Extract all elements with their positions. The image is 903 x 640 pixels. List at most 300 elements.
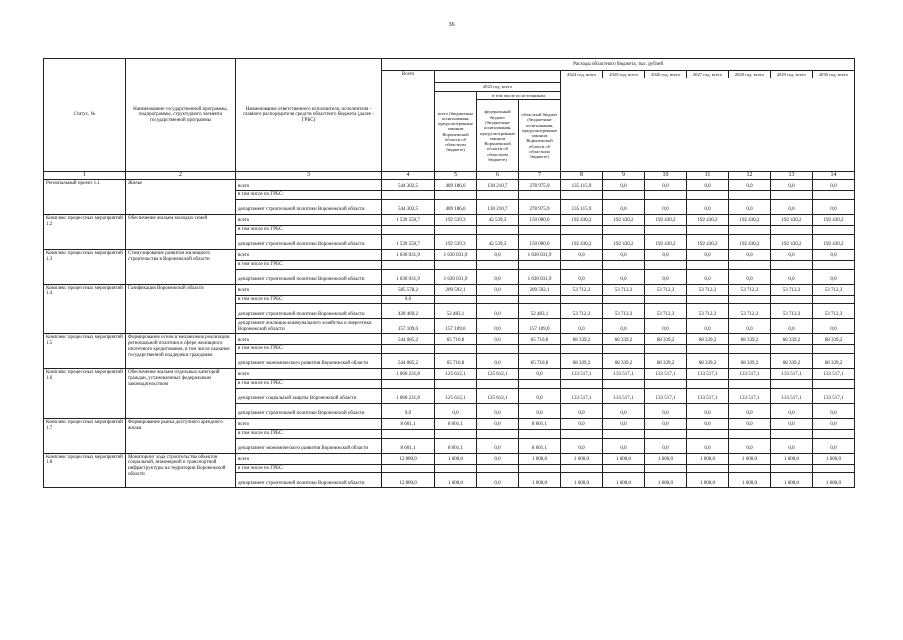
value-cell: 0,0 [729, 249, 771, 260]
column-number: 5 [435, 172, 477, 180]
value-cell: 192 430,2 [645, 215, 687, 226]
value-cell: 65 710,8 [435, 354, 477, 369]
value-cell: 65 710,8 [519, 354, 561, 369]
column-number: 12 [729, 172, 771, 180]
value-cell: 1 600,0 [561, 473, 603, 488]
value-cell: 192 430,2 [771, 234, 813, 249]
value-cell: 0,0 [813, 403, 855, 418]
value-cell: 209 592,1 [519, 284, 561, 295]
value-cell: 192 430,2 [729, 234, 771, 249]
value-cell: 53 712,3 [729, 304, 771, 319]
value-cell: 68 339,2 [687, 354, 729, 369]
column-numbers-row [44, 172, 855, 180]
value-cell: 68 339,2 [813, 334, 855, 345]
value-cell: 0,0 [687, 200, 729, 215]
row-executor-label: всего [236, 215, 382, 226]
value-cell: 0,0 [645, 438, 687, 453]
value-cell [477, 191, 519, 200]
header-2023-total: 2023 год, всего [435, 83, 561, 92]
value-cell [477, 464, 519, 473]
value-cell: 1 060 231,8 [382, 388, 435, 403]
header-executor: Наименование ответственного исполнителя, исполнителя - главного распорядителя средств областного бюджета (далее - ГРБС) [236, 59, 382, 172]
value-cell [687, 260, 729, 269]
row-executor-label: в том числе по ГРБС: [236, 260, 382, 269]
value-cell [382, 345, 435, 354]
value-cell: 157 109,0 [435, 319, 477, 334]
value-cell: 0,0 [813, 200, 855, 215]
value-cell: 1 600,0 [687, 473, 729, 488]
value-cell: 133 517,1 [561, 388, 603, 403]
value-cell [603, 226, 645, 235]
value-cell: 133 517,1 [729, 369, 771, 380]
value-cell [645, 191, 687, 200]
value-cell: 0,0 [477, 334, 519, 345]
value-cell [729, 429, 771, 438]
value-cell: 52 483,1 [435, 304, 477, 319]
value-cell [603, 429, 645, 438]
value-cell: 278 975,9 [519, 180, 561, 191]
table-row [44, 334, 855, 345]
value-cell: 0,0 [519, 403, 561, 418]
value-cell: 52 483,1 [519, 304, 561, 319]
value-cell: 0,0 [813, 418, 855, 429]
value-cell: 157 109,0 [382, 319, 435, 334]
value-cell [771, 226, 813, 235]
value-cell [603, 191, 645, 200]
value-cell [687, 429, 729, 438]
value-cell [477, 429, 519, 438]
value-cell: 192 539,3 [435, 234, 477, 249]
row-status: Комплекс процессных мероприятий 1.3 [44, 249, 126, 284]
budget-table [43, 58, 855, 488]
table-row [44, 418, 855, 429]
row-status: Комплекс процессных мероприятий 1.4 [44, 284, 126, 334]
value-cell [729, 380, 771, 389]
value-cell: 0,0 [603, 200, 645, 215]
value-cell [729, 464, 771, 473]
value-cell: 133 517,1 [603, 369, 645, 380]
column-number: 2 [126, 172, 236, 180]
value-cell [382, 464, 435, 473]
header-year-2024: 2024 год, всего [561, 71, 603, 78]
table-row [44, 453, 855, 464]
value-cell: 0,0 [561, 269, 603, 284]
value-cell: 0,0 [519, 369, 561, 380]
value-cell [435, 380, 477, 389]
value-cell: 0,0 [729, 403, 771, 418]
value-cell [645, 295, 687, 304]
value-cell: 1 600,0 [771, 453, 813, 464]
value-cell [729, 260, 771, 269]
value-cell: 133 517,1 [813, 388, 855, 403]
value-cell: 133 517,1 [771, 388, 813, 403]
value-cell [477, 345, 519, 354]
value-cell: 0,0 [477, 304, 519, 319]
value-cell: 0,0 [687, 249, 729, 260]
value-cell [477, 260, 519, 269]
value-cell: 0,0 [687, 438, 729, 453]
row-program-name: Формирование рынка доступного арендного жилья [126, 418, 236, 453]
page-number: 36 [448, 22, 455, 28]
value-cell: 1 539 550,7 [382, 234, 435, 249]
value-cell: 150 000,0 [519, 234, 561, 249]
value-cell: 42 539,3 [477, 234, 519, 249]
value-cell [603, 260, 645, 269]
value-cell: 0,0 [687, 319, 729, 334]
value-cell: 409 186,6 [435, 180, 477, 191]
value-cell: 1 600,0 [603, 473, 645, 488]
value-cell [561, 191, 603, 200]
value-cell: 0,0 [813, 249, 855, 260]
value-cell [561, 380, 603, 389]
value-cell: 0,0 [477, 453, 519, 464]
value-cell: 0,0 [771, 249, 813, 260]
header-status: Статус, № [44, 59, 126, 172]
row-executor-label: всего [236, 418, 382, 429]
value-cell [435, 345, 477, 354]
value-cell: 1 600,0 [645, 453, 687, 464]
value-cell [561, 345, 603, 354]
value-cell: 133 517,1 [771, 369, 813, 380]
value-cell [687, 226, 729, 235]
value-cell [603, 380, 645, 389]
value-cell: 192 430,2 [561, 234, 603, 249]
row-executor-label: в том числе по ГРБС: [236, 345, 382, 354]
value-cell [645, 226, 687, 235]
row-status: Региональный проект 1.1 [44, 180, 126, 215]
value-cell [645, 464, 687, 473]
value-cell [771, 191, 813, 200]
value-cell [771, 295, 813, 304]
value-cell: 1 539 550,7 [382, 215, 435, 226]
value-cell: 53 712,3 [771, 304, 813, 319]
value-cell [561, 429, 603, 438]
value-cell [729, 226, 771, 235]
table-row [44, 284, 855, 295]
row-executor-label: департамент экономического развития Воронежской области [236, 354, 382, 369]
value-cell: 0,0 [477, 438, 519, 453]
value-cell [519, 345, 561, 354]
value-cell: 0,0 [771, 319, 813, 334]
value-cell [645, 345, 687, 354]
value-cell: 0,0 [729, 180, 771, 191]
value-cell [477, 226, 519, 235]
value-cell: 125 612,1 [477, 369, 519, 380]
column-number: 13 [771, 172, 813, 180]
value-cell: 130 210,7 [477, 200, 519, 215]
value-cell: 0,0 [477, 269, 519, 284]
value-cell: 0,0 [729, 200, 771, 215]
value-cell [771, 464, 813, 473]
value-cell: 0,0 [813, 269, 855, 284]
column-number: 14 [813, 172, 855, 180]
value-cell: 585 578,2 [382, 284, 435, 295]
value-cell: 68 339,2 [813, 354, 855, 369]
value-cell [603, 345, 645, 354]
value-cell: 68 339,2 [645, 334, 687, 345]
value-cell: 0,0 [729, 418, 771, 429]
value-cell: 0,0 [603, 249, 645, 260]
value-cell [435, 260, 477, 269]
value-cell: 68 339,2 [603, 334, 645, 345]
value-cell [519, 464, 561, 473]
row-executor-label: в том числе по ГРБС: [236, 226, 382, 235]
value-cell: 125 612,1 [435, 388, 477, 403]
header-incl-sources: в том числе по источникам [477, 92, 561, 100]
value-cell: 0,0 [561, 418, 603, 429]
value-cell: 8 601,1 [435, 418, 477, 429]
row-program-name: Жилье [126, 180, 236, 215]
row-executor-label: департамент социальной защиты Воронежской области [236, 388, 382, 403]
value-cell: 0,0 [687, 418, 729, 429]
header-year-2027: 2027 год, всего [687, 71, 729, 78]
value-cell [382, 226, 435, 235]
value-cell: 135 115,9 [561, 180, 603, 191]
row-program-name: Стимулирование развития жилищного строительства в Воронежской области [126, 249, 236, 284]
value-cell: 1 630 031,9 [382, 249, 435, 260]
value-cell: 0,0 [729, 438, 771, 453]
value-cell [382, 260, 435, 269]
value-cell: 130 210,7 [477, 180, 519, 191]
row-executor-label: департамент строительной политики Воронежской области [236, 269, 382, 284]
row-executor-label: в том числе по ГРБС: [236, 380, 382, 389]
value-cell: 68 339,2 [729, 354, 771, 369]
column-number: 8 [561, 172, 603, 180]
value-cell: 53 712,3 [603, 304, 645, 319]
row-executor-label: всего [236, 334, 382, 345]
row-executor-label: департамент экономического развития Воронежской области [236, 438, 382, 453]
value-cell: 53 712,3 [729, 284, 771, 295]
value-cell: 150 000,0 [519, 215, 561, 226]
value-cell: 0,0 [435, 403, 477, 418]
value-cell: 0,0 [603, 403, 645, 418]
value-cell [561, 464, 603, 473]
value-cell: 409 186,6 [435, 200, 477, 215]
value-cell: 1 600,0 [771, 473, 813, 488]
value-cell: 192 430,2 [729, 215, 771, 226]
value-cell [771, 260, 813, 269]
value-cell: 0,0 [645, 403, 687, 418]
value-cell [603, 464, 645, 473]
row-executor-label: в том числе по ГРБС: [236, 464, 382, 473]
value-cell: 68 339,2 [771, 354, 813, 369]
value-cell: 125 612,1 [435, 369, 477, 380]
value-cell: 0,0 [645, 269, 687, 284]
value-cell: 157 109,0 [519, 319, 561, 334]
column-number: 7 [519, 172, 561, 180]
value-cell: 0,0 [561, 403, 603, 418]
value-cell: 0,0 [477, 418, 519, 429]
value-cell [687, 295, 729, 304]
value-cell: 278 975,9 [519, 200, 561, 215]
value-cell: 1 600,0 [813, 453, 855, 464]
value-cell [813, 260, 855, 269]
row-executor-label: в том числе по ГРБС: [236, 429, 382, 438]
value-cell: 0,0 [603, 418, 645, 429]
value-cell: 68 339,2 [561, 354, 603, 369]
value-cell: 0,0 [645, 249, 687, 260]
value-cell: 135 115,9 [561, 200, 603, 215]
value-cell [729, 191, 771, 200]
row-status: Комплекс процессных мероприятий 1.5 [44, 334, 126, 369]
value-cell: 65 710,8 [435, 334, 477, 345]
header-expenses: Расходы областного бюджета, тыс. рублей [382, 59, 855, 71]
value-cell: 53 712,3 [687, 284, 729, 295]
value-cell: 0,0 [477, 249, 519, 260]
value-cell [435, 226, 477, 235]
value-cell [382, 191, 435, 200]
value-cell [813, 295, 855, 304]
value-cell: 0,0 [813, 319, 855, 334]
value-cell: 192 430,2 [771, 215, 813, 226]
value-cell [813, 345, 855, 354]
value-cell: 1 600,0 [519, 473, 561, 488]
value-cell: 0,0 [645, 200, 687, 215]
value-cell [561, 260, 603, 269]
value-cell: 53 712,3 [603, 284, 645, 295]
value-cell: 192 430,2 [561, 215, 603, 226]
value-cell: 53 712,3 [645, 304, 687, 319]
value-cell: 1 060 231,8 [382, 369, 435, 380]
value-cell: 0,0 [687, 180, 729, 191]
value-cell: 0,0 [382, 403, 435, 418]
value-cell: 68 339,2 [603, 354, 645, 369]
value-cell: 0,0 [603, 180, 645, 191]
row-program-name: Газификация Воронежской области [126, 284, 236, 334]
header-year-2026: 2026 год, всего [645, 71, 687, 78]
value-cell [645, 429, 687, 438]
column-number: 6 [477, 172, 519, 180]
row-status: Комплекс процессных мероприятий 1.7 [44, 418, 126, 453]
value-cell [687, 345, 729, 354]
value-cell: 8 601,1 [435, 438, 477, 453]
value-cell: 0,0 [771, 438, 813, 453]
value-cell: 0,0 [771, 180, 813, 191]
value-cell: 209 592,1 [435, 284, 477, 295]
value-cell: 544 085,2 [382, 354, 435, 369]
value-cell [477, 380, 519, 389]
value-cell: 0,0 [687, 403, 729, 418]
value-cell: 1 600,0 [435, 453, 477, 464]
value-cell: 0,0 [645, 180, 687, 191]
row-status: Комплекс процессных мероприятий 1.8 [44, 453, 126, 488]
value-cell [519, 226, 561, 235]
value-cell: 0,0 [813, 180, 855, 191]
value-cell: 42 539,3 [477, 215, 519, 226]
value-cell: 53 712,3 [561, 304, 603, 319]
value-cell [771, 429, 813, 438]
value-cell: 192 430,2 [813, 234, 855, 249]
value-cell: 68 339,2 [729, 334, 771, 345]
value-cell: 544 302,5 [382, 180, 435, 191]
value-cell [435, 191, 477, 200]
value-cell: 1 600,0 [687, 453, 729, 464]
column-number: 1 [44, 172, 126, 180]
value-cell: 0,0 [477, 284, 519, 295]
value-cell: 0,0 [813, 438, 855, 453]
value-cell [729, 345, 771, 354]
value-cell: 1 600,0 [729, 453, 771, 464]
value-cell: 12 800,0 [382, 473, 435, 488]
value-cell [435, 295, 477, 304]
value-cell: 1 630 031,9 [435, 249, 477, 260]
value-cell: 0,0 [382, 295, 435, 304]
value-cell: 192 430,2 [813, 215, 855, 226]
value-cell: 544 302,5 [382, 200, 435, 215]
value-cell: 192 430,2 [645, 234, 687, 249]
header-year-2030: 2030 год, всего [818, 72, 848, 77]
value-cell: 0,0 [477, 354, 519, 369]
value-cell: 133 517,1 [645, 369, 687, 380]
value-cell: 68 339,2 [687, 334, 729, 345]
row-executor-label: департамент жилищно-коммунального хозяйства и энергетики Воронежской области [236, 319, 382, 334]
value-cell [382, 380, 435, 389]
value-cell [519, 380, 561, 389]
value-cell: 65 710,8 [519, 334, 561, 345]
row-program-name: Обеспечение жильем молодых семей [126, 215, 236, 250]
value-cell: 0,0 [687, 269, 729, 284]
value-cell: 428 469,2 [382, 304, 435, 319]
value-cell: 53 712,3 [813, 284, 855, 295]
row-executor-label: в том числе по ГРБС: [236, 191, 382, 200]
row-executor-label: департамент строительной политики Воронежской области [236, 304, 382, 319]
value-cell: 53 712,3 [813, 304, 855, 319]
value-cell [645, 260, 687, 269]
value-cell: 0,0 [645, 319, 687, 334]
row-executor-label: всего [236, 180, 382, 191]
value-cell: 1 600,0 [645, 473, 687, 488]
row-status: Комплекс процессных мероприятий 1.6 [44, 369, 126, 419]
value-cell [813, 191, 855, 200]
value-cell: 53 712,3 [771, 284, 813, 295]
value-cell: 0,0 [729, 319, 771, 334]
value-cell: 68 339,2 [561, 334, 603, 345]
value-cell: 8 601,1 [382, 418, 435, 429]
value-cell: 0,0 [561, 438, 603, 453]
row-program-name: Обеспечение жильем отдельных категорий граждан, установленных федеральным законодательством [126, 369, 236, 419]
value-cell [729, 295, 771, 304]
table-row [44, 215, 855, 226]
value-cell [519, 429, 561, 438]
row-executor-label: всего [236, 453, 382, 464]
value-cell [687, 191, 729, 200]
value-cell [561, 226, 603, 235]
value-cell: 1 630 031,9 [519, 249, 561, 260]
value-cell: 0,0 [519, 388, 561, 403]
value-cell: 1 600,0 [729, 473, 771, 488]
value-cell [813, 429, 855, 438]
value-cell: 53 712,3 [687, 304, 729, 319]
value-cell: 133 517,1 [561, 369, 603, 380]
table-body [44, 59, 855, 488]
header-year-2025: 2025 год, всего [603, 71, 645, 78]
value-cell: 133 517,1 [645, 388, 687, 403]
value-cell: 192 430,2 [603, 215, 645, 226]
value-cell: 68 339,2 [645, 354, 687, 369]
row-executor-label: всего [236, 249, 382, 260]
value-cell [687, 380, 729, 389]
value-cell: 0,0 [477, 319, 519, 334]
value-cell [771, 380, 813, 389]
value-cell: 0,0 [603, 319, 645, 334]
value-cell: 1 630 031,9 [382, 269, 435, 284]
row-program-name: Формирование основ и механизмов реализации региональной политики в сфере жилищного ипотечного кредитования, в том числе оказание государственной поддержки гражданам [126, 334, 236, 369]
value-cell [477, 295, 519, 304]
value-cell: 1 600,0 [519, 453, 561, 464]
value-cell [813, 464, 855, 473]
table-row [44, 369, 855, 380]
value-cell [435, 429, 477, 438]
